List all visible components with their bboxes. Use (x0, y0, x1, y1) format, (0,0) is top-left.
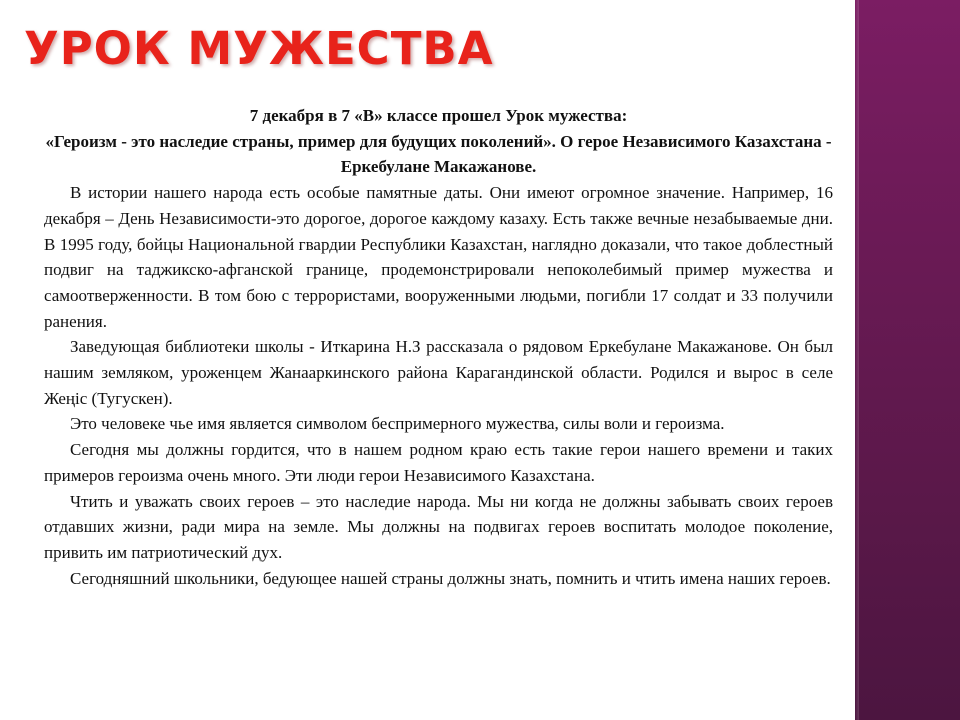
paragraph-6: Сегодняшний школьники, бедующее нашей страны должны знать, помнить и чтить имена наших героев. (70, 568, 831, 588)
paragraph-1: В истории нашего народа есть особые памятные даты. Они имеют огромное значение. Например, 16 декабря – День Независимости-это дорогое, дорогое каждому казаху. Есть также вечные незабываемые дни. В 1995 году, бойцы Национальной гвардии Республики Казахстан, наглядно доказали, что такое доблестный подвиг на таджикско-афганской границе, продемонстрировали непоколебимый пример мужества и самоотверженности. В том бою с террористами, вооруженными людьми, погибли 17 солдат и 33 получили ранения. (44, 183, 833, 331)
paragraph-3: Это человеке чье имя является символом беспримерного мужества, силы воли и героизма. (70, 414, 725, 434)
slide-body (44, 103, 833, 591)
side-band-edge (855, 0, 859, 720)
paragraph-5: Чтить и уважать своих героев – это наследие народа. Мы ни когда не должны забывать своих героев отдавших жизни, ради мира на земле. Мы должны на подвигах героев воспитать молодое поколение, привить им патриотический дух. (44, 491, 833, 562)
paragraph-4: Сегодня мы должны гордится, что в нашем родном краю есть такие герои нашего времени и таких примеров героизма очень много. Эти люди герои Независимого Казахстана. (44, 440, 833, 485)
slide-title: УРОК МУЖЕСТВА (24, 22, 494, 75)
heading-line-2: «Героизм - это наследие страны, пример для будущих поколений». О герое Независимого Казахстана - Еркебулане Макажанове. (45, 131, 832, 177)
paragraph-2: Заведующая библиотеки школы - Иткарина Н.З рассказала о рядовом Еркебулане Макажанове. Он был нашим земляком, уроженцем Жанааркинского района Карагандинской области. Родился и вырос в селе Жеңіс (Тугускен). (44, 337, 833, 408)
heading-line-1: 7 декабря в 7 «В» классе прошел Урок мужества: (249, 106, 628, 125)
decorative-side-band (855, 0, 960, 720)
